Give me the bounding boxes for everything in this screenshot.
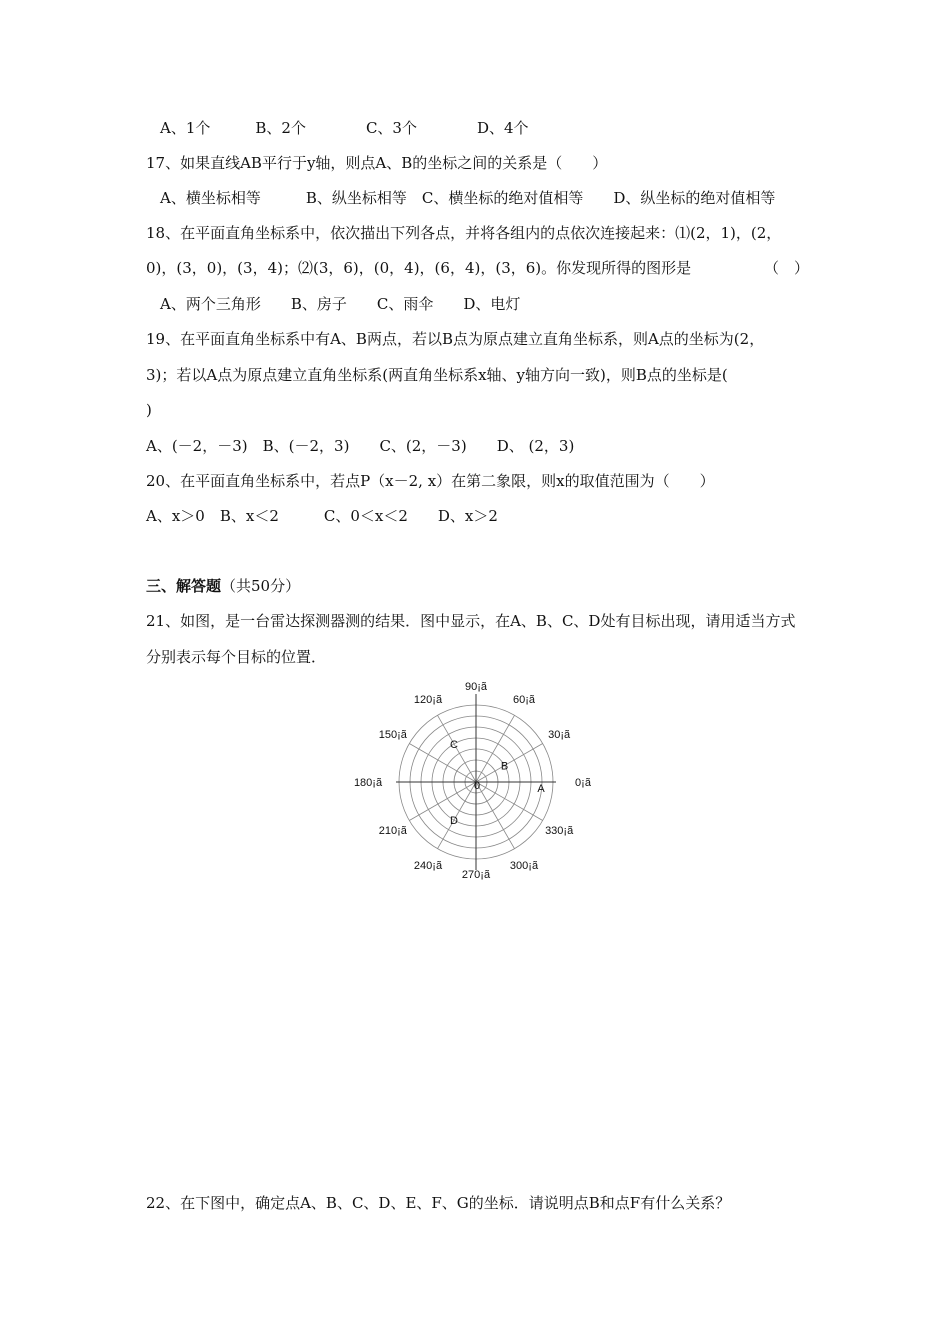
radar-target-A: A [537,783,545,795]
q18-text-2: 0)，(3，0)，(3，4)；⑵(3，6)，(0，4)，(6，4)，(3，6)。你发现所得的图形是 [146,259,692,277]
q18-options: A、两个三角形 B、房子 C、雨伞 D、电灯 [160,295,521,313]
radar-angle-label-90: 90¡ã [464,681,488,693]
radar-angle-label-30: 30¡ã [548,729,571,741]
radar-angle-label-300: 300¡ã [509,860,539,873]
q21-text-2: 分别表示每个目标的位置． [146,648,327,666]
q22-text: 22、在下图中，确定点A、B、C、D、E、F、G的坐标．请说明点B和点F有什么关系？ [146,1194,731,1212]
q19-text-3: ) [146,401,152,419]
radar-angle-label-210: 210¡ã [378,825,407,837]
q20-options: A、x＞0 B、x＜2 C、0＜x＜2 D、x＞2 [146,507,498,525]
q18-answer-bracket: （ ） [764,259,810,277]
q19-options: A、(－2，－3) B、(－2，3) C、(2，－3) D、 (2，3) [146,437,575,455]
radar-angle-label-270: 270¡ã [461,869,491,881]
radar-diagram [353,676,600,891]
section-3-heading [146,576,300,596]
q19-text-2: 3)；若以A点为原点建立直角坐标系(两直角坐标系x轴、y轴方向一致)，则B点的坐标是( [146,366,728,384]
q21-text-1: 21、如图，是一台雷达探测器测的结果．图中显示，在A、B、C、D处有目标出现，请用适当方式 [146,612,796,630]
section-3-note: （共50分） [221,577,301,595]
radar-angle-labels [354,681,592,881]
radar-angle-label-0: 0¡ã [575,777,591,789]
radar-angle-label-60: 60¡ã [512,693,536,706]
radar-target-B: B [500,760,509,773]
q19-text-1: 19、在平面直角坐标系中有A、B两点，若以B点为原点建立直角坐标系，则A点的坐标为(2， [146,330,765,348]
q17-text: 17、如果直线AB平行于y轴，则点A、B的坐标之间的关系是（ ） [146,154,608,172]
section-3-title: 三、解答题 [146,577,222,595]
q17-options: A、横坐标相等 B、纵坐标相等 C、横坐标的绝对值相等 D、纵坐标的绝对值相等 [160,189,776,207]
q20-text: 20、在平面直角坐标系中，若点P（x－2, x）在第二象限，则x的取值范围为（ ） [146,472,715,490]
radar-angle-label-240: 240¡ã [413,860,443,873]
radar-angle-label-150: 150¡ã [378,729,407,741]
radar-angle-label-180: 180¡ã [353,777,383,789]
radar-target-D: D [450,815,458,828]
q18-text-1: 18、在平面直角坐标系中，依次描出下列各点，并将各组内的点依次连接起来：⑴(2，1)，(2， [146,224,782,242]
radar-angle-label-330: 330¡ã [545,825,574,837]
radar-angle-label-120: 120¡ã [413,693,443,706]
q16-options: A、1个 B、2个 C、3个 D、4个 [160,119,529,137]
radar-target-C: C [450,738,458,751]
radar-center-label: 0 [474,780,481,792]
